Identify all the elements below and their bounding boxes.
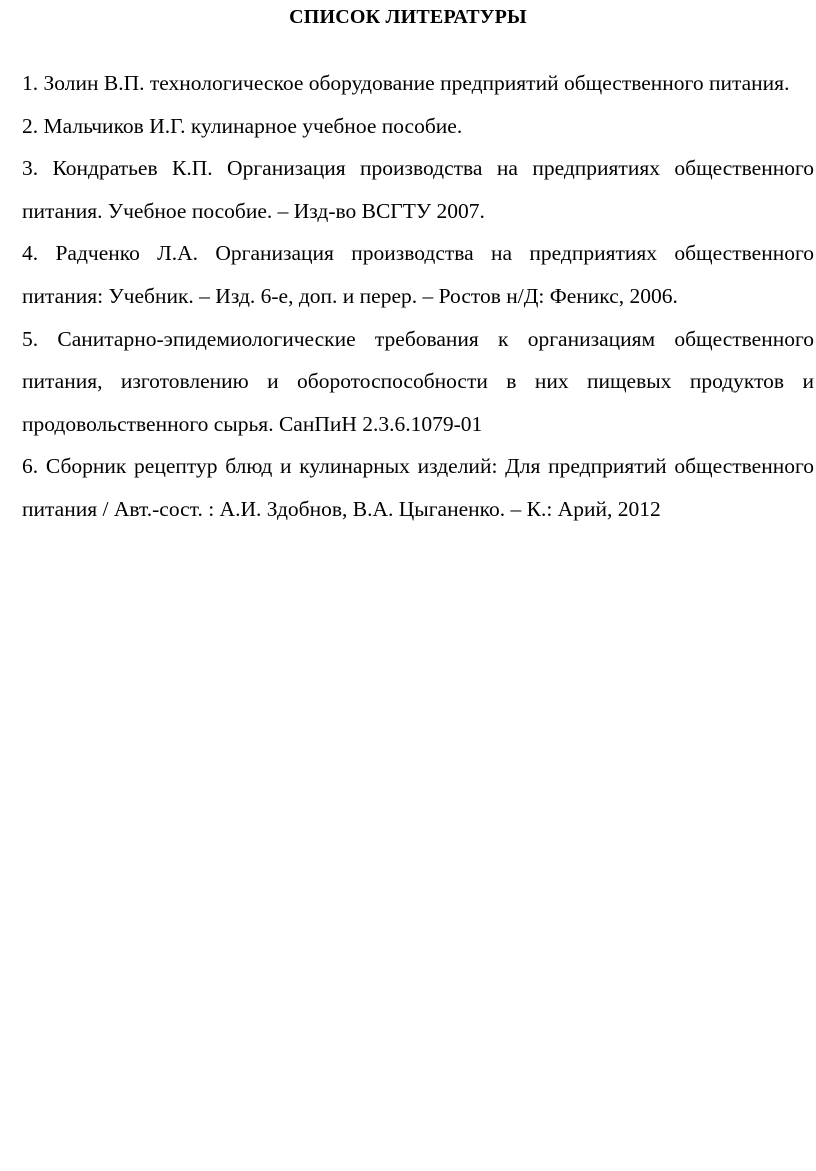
bibliography-entry-6: 6. Сборник рецептур блюд и кулинарных изделий: Для предприятий общественного питания / Авт.-сост. : А.И. Здобнов, В.А. Цыганенко. – К.: Арий, 2012 xyxy=(22,454,814,521)
bibliography-entry-2: 2. Мальчиков И.Г. кулинарное учебное пособие. xyxy=(22,113,463,138)
bibliography-list xyxy=(22,62,814,531)
bibliography-entry-3: 3. Кондратьев К.П. Организация производства на предприятиях общественного питания. Учебное пособие. – Изд-во ВСГТУ 2007. xyxy=(22,156,814,223)
bibliography-entry-5: 5. Санитарно-эпидемиологические требования к организациям общественного питания, изготовлению и оборотоспособности в них пищевых продуктов и продовольственного сырья. СанПиН 2.3.6.1079-01 xyxy=(22,326,814,436)
bibliography-entry-4: 4. Радченко Л.А. Организация производства на предприятиях общественного питания: Учебник. – Изд. 6-е, доп. и перер. – Ростов н/Д: Феникс, 2006. xyxy=(22,241,814,308)
bibliography-entry-1: 1. Золин В.П. технологическое оборудование предприятий общественного питания. xyxy=(22,71,790,95)
page-title: СПИСОК ЛИТЕРАТУРЫ xyxy=(289,6,527,28)
